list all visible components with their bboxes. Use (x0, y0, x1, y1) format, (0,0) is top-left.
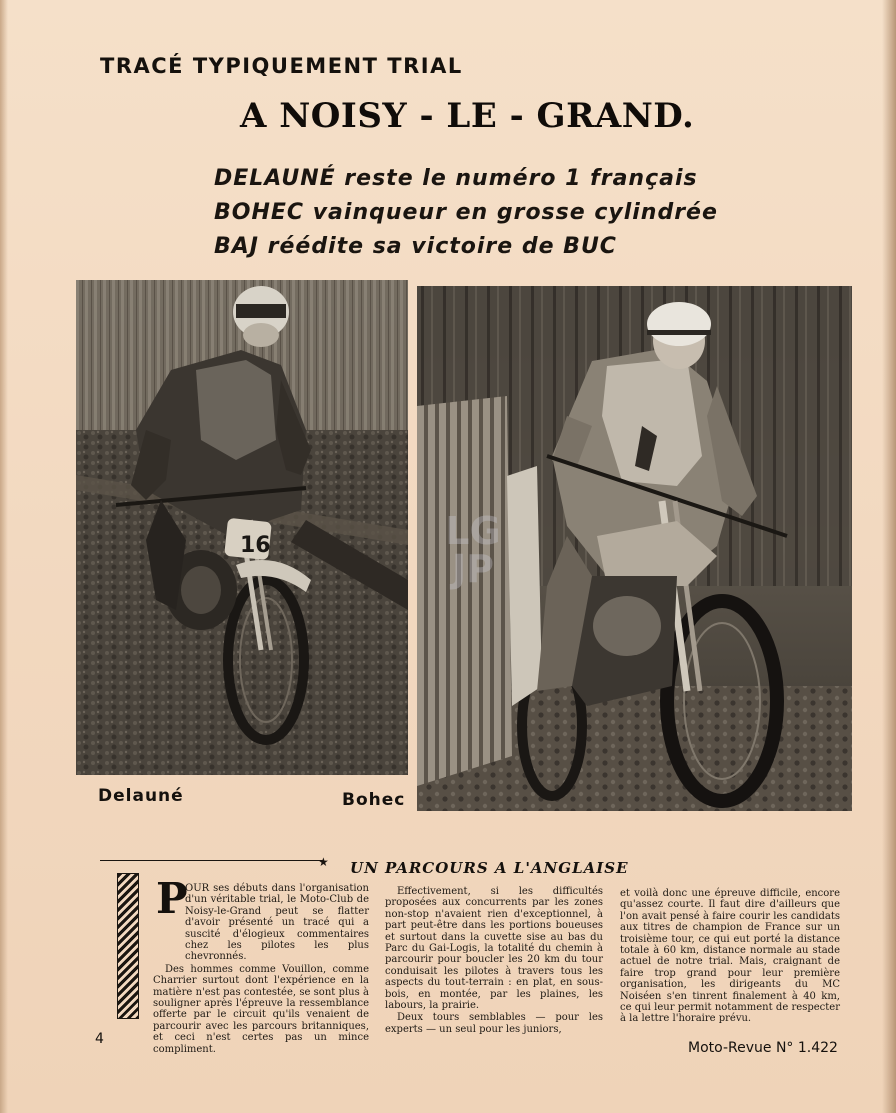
drop-cap: P (156, 874, 188, 923)
plate-number: 16 (240, 533, 271, 558)
subhead-2: BOHEC vainqueur en grosse cylindrée (214, 200, 718, 225)
section-title: UN PARCOURS A L'ANGLAISE (350, 859, 629, 877)
article-kicker: TRACÉ TYPIQUEMENT TRIAL (100, 54, 463, 78)
text-column-1 (153, 883, 369, 1055)
star-icon: ★ (318, 855, 329, 869)
col3-paragraph-1: et voilà donc une épreuve difficile, encore qu'assez courte. Il faut dire d'ailleurs que l'on avait pensé à faire courir les candidats aux titres de champion de France sur un troisième tour, ce qui eut porté la distance totale à 60 km, distance normale au stade actuel de notre trial. Mais, craignant de faire trop grand pour leur première organisation, les dirigeants du MC Noiséen s'en tinrent finalement à 40 km, ce qui leur permit notamment de respecter à la lettre l'horaire prévu. (620, 888, 840, 1025)
col2-paragraph-1: Effectivement, si les difficultés proposées aux concurrents par les zones non-stop n'avaient rien d'exceptionnel, à part peut-être dans les portions boueuses et surtout dans la cuvette sise au bas du Parc du Gai-Logis, la totalité du chemin à parcourir pour boucler les 20 km du tour conduisait les pilotes à travers tous les aspects du tout-terrain : en plat, en sous-bois, en montée, par les plaines, les labours, la prairie. (385, 886, 603, 1012)
magazine-issue: Moto-Revue N° 1.422 (688, 1040, 838, 1056)
article-headline: A NOISY - LE - GRAND. (240, 96, 695, 136)
subhead-3: BAJ réédite sa victoire de BUC (214, 234, 617, 259)
article-subheads (214, 162, 718, 264)
caption-bohec: Bohec (342, 790, 406, 810)
page-edge-shadow-right (882, 0, 896, 1113)
section-rule (100, 860, 324, 861)
text-column-3 (620, 888, 840, 1025)
text-column-2 (385, 885, 603, 1035)
col1-paragraph-2: Des hommes comme Vouillon, comme Charrier surtout dont l'expérience en la matière n'est pas contestée, se sont plus à souligner après l'épreuve la ressemblance offerte par le circuit qu'ils venaient de parcourir avec les parcours britanniques, et ceci n'est certes pas un mince compliment. (153, 963, 369, 1055)
photo-delaune (76, 280, 408, 775)
col1-paragraph-1: OUR ses débuts dans l'organisation d'un véritable trial, le Moto-Club de Noisy-le-Grand peut se flatter d'avoir présenté un tracé qui a suscité d'élogieux commentaires chez les pilotes les plus chevronnés. (185, 883, 369, 963)
photo-delaune-image (76, 280, 408, 775)
hatched-bar-ornament (117, 873, 139, 1019)
caption-delaune: Delauné (98, 786, 184, 806)
page-edge-shadow-left (0, 0, 8, 1113)
page-number: 4 (95, 1031, 104, 1047)
subhead-1: DELAUNÉ reste le numéro 1 français (214, 166, 698, 191)
scan-watermark: LG JP (445, 509, 501, 591)
col2-paragraph-2: Deux tours semblables — pour les experts — un seul pour les juniors, (385, 1012, 603, 1035)
